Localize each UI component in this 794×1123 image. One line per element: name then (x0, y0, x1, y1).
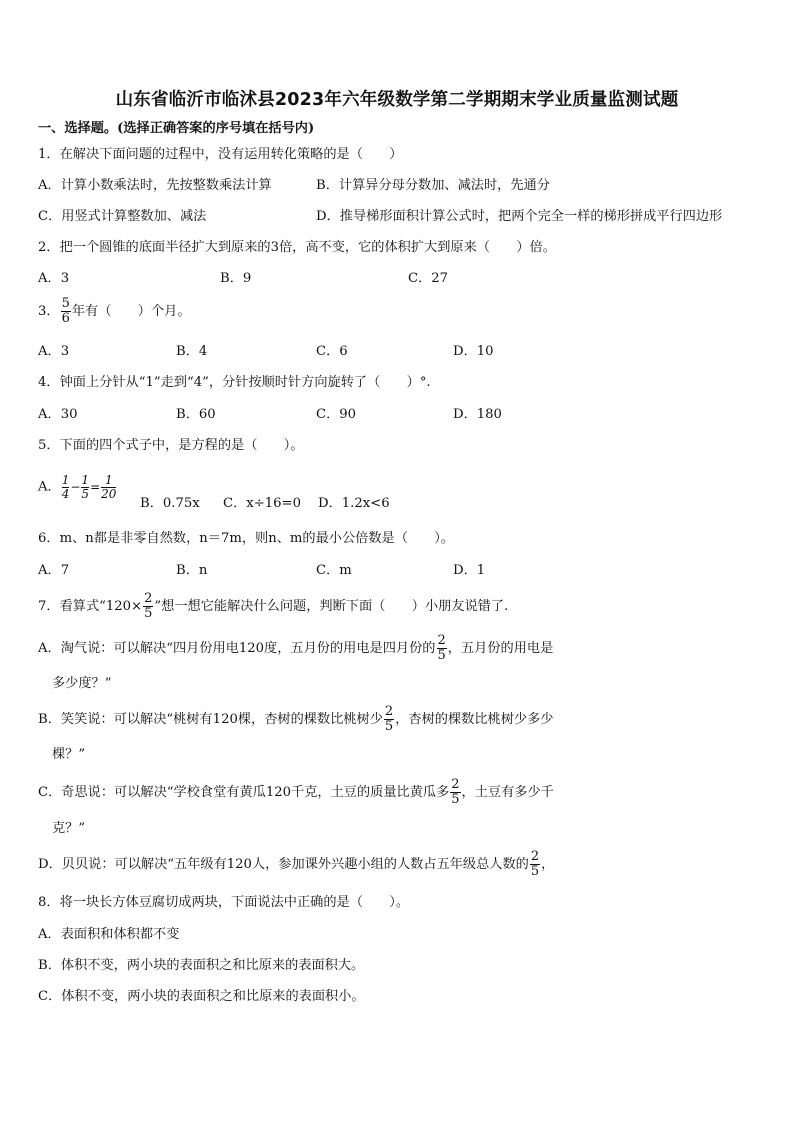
fraction-denominator: 5 (144, 606, 153, 621)
question-2-option-a: A．3 (38, 271, 70, 286)
question-5-stem: 5．下面的四个式子中，是方程的是（ ）。 (38, 438, 304, 453)
question-6-option-c: C．m (316, 563, 352, 578)
fraction-two-fifths (450, 778, 460, 807)
section-heading: 一、选择题。(选择正确答案的序号填在括号内) (38, 121, 315, 136)
minus-sign: − (70, 480, 81, 494)
fraction-five-sixths (61, 297, 71, 326)
fraction-denominator: 6 (61, 311, 70, 326)
question-7-option-d (38, 849, 554, 881)
fraction-numerator: 1 (61, 472, 70, 487)
question-3-stem (38, 297, 191, 326)
fraction-one-fifth (81, 474, 89, 501)
question-1-option-d: D．推导梯形面积计算公式时，把两个完全一样的梯形拼成平行四边形 (316, 209, 723, 224)
question-5-option-b: B．0.75x (140, 496, 200, 511)
fraction-denominator: 5 (81, 486, 90, 501)
question-6-option-d: D．1 (453, 563, 486, 578)
question-7-option-a (38, 633, 553, 665)
question-2-stem: 2．把一个圆锥的底面半径扩大到原来的3倍，高不变，它的体积扩大到原来（ ）倍。 (38, 240, 556, 255)
option-a-text: A．淘气说：可以解决“四月份用电120度，五月份的用电是四月份的 (38, 641, 436, 656)
fraction-numerator: 2 (451, 777, 460, 792)
fraction-denominator: 5 (384, 719, 394, 734)
fraction-numerator: 2 (384, 704, 394, 719)
option-d-text-end: ， (541, 857, 555, 872)
fraction-denominator: 5 (451, 792, 460, 807)
question-7-text-end: ”想一想它能解决什么问题，判断下面（ ）小朋友说错了. (154, 599, 509, 614)
question-1-option-c: C．用竖式计算整数加、减法 (38, 209, 207, 224)
fraction-two-fifths (384, 705, 394, 734)
fraction-denominator: 20 (101, 486, 117, 501)
question-6-option-a: A．7 (38, 563, 70, 578)
question-8-option-c: C．体积不变，两小块的表面积之和比原来的表面积小。 (38, 989, 365, 1004)
question-3-option-c: C．6 (316, 344, 348, 359)
question-1-option-a: A．计算小数乘法时，先按整数乘法计算 (38, 178, 272, 193)
fraction-denominator: 5 (530, 864, 540, 879)
fraction-denominator: 4 (61, 486, 70, 501)
question-7-option-c-continued: 克？” (52, 821, 86, 836)
fraction-numerator: 5 (61, 296, 70, 311)
question-7-option-b-continued: 棵？” (52, 747, 86, 762)
question-7-option-c (38, 777, 554, 809)
question-3-number: 3． (38, 304, 60, 319)
question-7-option-a-continued: 多少度？” (52, 676, 112, 691)
question-6-option-b: B．n (176, 563, 208, 578)
question-4-option-a: A．30 (38, 407, 78, 422)
question-7-option-b (38, 704, 553, 736)
question-8-option-b: B．体积不变，两小块的表面积之和比原来的表面积大。 (38, 958, 365, 973)
question-1-option-b: B．计算异分母分数加、减法时，先通分 (316, 178, 550, 193)
option-label: A． (38, 479, 61, 495)
question-6-stem: 6．m、n都是非零自然数，n＝7m，则n、m的最小公倍数是（ ）。 (38, 531, 455, 546)
fraction-numerator: 2 (144, 591, 153, 606)
option-a-text-end: ，五月份的用电是 (447, 641, 554, 656)
option-b-text: B．笑笑说：可以解决“桃树有120棵，杏树的棵数比桃树少 (38, 712, 383, 727)
option-b-text-end: ，杏树的棵数比桃树少多少 (395, 712, 554, 727)
question-8-stem: 8．将一块长方体豆腐切成两块，下面说法中正确的是（ ）。 (38, 895, 410, 910)
question-3-option-a: A．3 (38, 344, 70, 359)
question-8-option-a: A．表面积和体积都不变 (38, 927, 180, 942)
option-d-text: D．贝贝说：可以解决“五年级有120人，参加课外兴趣小组的人数占五年级总人数的 (38, 857, 529, 872)
equals-sign: = (90, 480, 101, 494)
fraction-numerator: 1 (104, 472, 113, 487)
question-5-option-d: D．1.2x<6 (318, 496, 390, 511)
question-3-option-d: D．10 (453, 344, 494, 359)
fraction-denominator: 5 (437, 648, 446, 663)
question-2-option-b: B．9 (220, 271, 252, 286)
fraction-numerator: 1 (81, 472, 90, 487)
question-4-option-d: D．180 (453, 407, 502, 422)
page-title: 山东省临沂市临沭县2023年六年级数学第二学期期末学业质量监测试题 (115, 90, 679, 110)
question-3-option-b: B．4 (176, 344, 208, 359)
fraction-one-quarter (62, 474, 70, 501)
fraction-numerator: 2 (437, 633, 446, 648)
fraction-one-twentieth (101, 474, 116, 501)
question-3-text: 年有（ ）个月。 (71, 304, 191, 319)
question-7-text-start: 7．看算式“120× (38, 599, 143, 614)
question-1-stem: 1．在解决下面问题的过程中，没有运用转化策略的是（ ） (38, 147, 403, 162)
question-7-stem (38, 591, 508, 623)
question-2-option-c: C．27 (408, 271, 449, 286)
fraction-two-fifths (143, 592, 153, 621)
question-4-stem: 4．钟面上分针从“1”走到“4”，分针按顺时针方向旋转了（ ）°. (38, 375, 431, 390)
option-c-text-end: ，土豆有多少千 (461, 785, 554, 800)
question-4-option-c: C．90 (316, 407, 357, 422)
question-5-option-c: C．x÷16=0 (223, 496, 301, 511)
fraction-two-fifths (437, 634, 447, 663)
question-5-option-a (38, 472, 117, 503)
fraction-numerator: 2 (530, 849, 540, 864)
question-4-option-b: B．60 (176, 407, 216, 422)
fraction-two-fifths (530, 850, 540, 879)
option-c-text: C．奇思说：可以解决“学校食堂有黄瓜120千克，土豆的质量比黄瓜多 (38, 785, 450, 800)
